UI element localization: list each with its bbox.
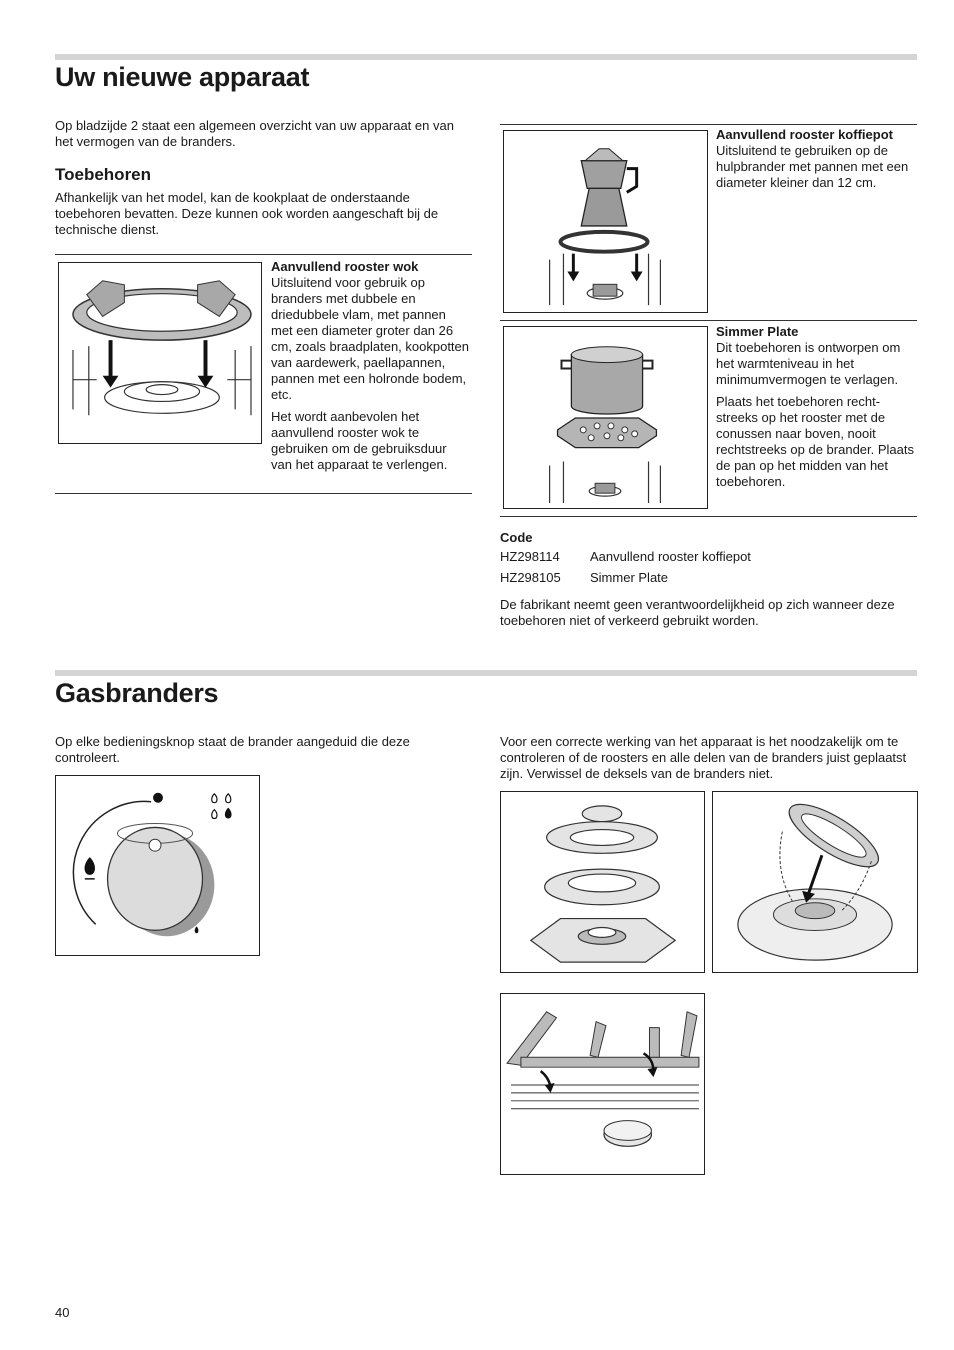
control-knob-illustration: [56, 776, 259, 955]
coffee-title: Aanvullend rooster koffiepot: [716, 127, 893, 142]
coffee-top-rule: [500, 124, 917, 125]
burner-check-text: Voor een correcte werking van het apparaat is het noodzakelijk om te controleren of de roosters en alle delen van de branders juist geplaatst zijn. Verwissel de deksels van de branders niet.: [500, 734, 907, 781]
wok-ring-figure: [58, 262, 262, 444]
simmer-title: Simmer Plate: [716, 324, 799, 339]
disclaimer-text: De fabrikant neemt geen verantwoordelijkheid op zich wanneer deze toebehoren niet of verkeerd gebruikt worden.: [500, 597, 895, 628]
wok-text-1: Uitsluitend voor gebruik op branders met dubbele en driedubbele vlam, met pannen met een diameter groter dan 26 cm, zoals braadplaten, kookpotten van aardewerk, paellapannen, pannen met een holronde bodem, etc.: [271, 275, 470, 402]
wok-bottom-rule: [55, 493, 472, 494]
code-value: HZ298105: [500, 570, 561, 585]
coffee-rack-illustration: [504, 131, 707, 312]
simmer-bottom-rule: [500, 516, 917, 517]
accessories-heading: Toebehoren: [55, 165, 152, 184]
wok-title: Aanvullend rooster wok: [271, 259, 419, 274]
burner-exploded-illustration: [501, 792, 704, 972]
section-rule-gasbranders: [55, 670, 917, 676]
grate-placement-figure: [500, 993, 705, 1175]
wok-text-2: Het wordt aanbevolen het aanvullend rooster wok te gebruiken om de gebruiksduur van het apparaat te verlengen.: [271, 409, 448, 472]
code-row: [500, 567, 751, 588]
simmer-description: [716, 324, 916, 490]
simmer-top-rule: [500, 320, 917, 321]
code-value: HZ298114: [500, 549, 560, 564]
burner-cap-figure: [712, 791, 918, 973]
simmer-text-1: Dit toebehoren is ontworpen om het warmteniveau in het minimumvermogen te verlagen.: [716, 340, 901, 387]
code-row: [500, 546, 751, 567]
code-name: Aanvullend rooster koffiepot: [590, 549, 751, 564]
accessories-text: Afhankelijk van het model, kan de kookplaat de onderstaande toebehoren bevatten. Deze kunnen ook worden aangeschaft bij de technische dienst.: [55, 190, 439, 237]
section-title-apparaat: Uw nieuwe apparaat: [55, 62, 310, 92]
page-number: 40: [55, 1305, 70, 1320]
knob-text: Op elke bedieningsknop staat de brander aangeduid die deze controleert.: [55, 734, 410, 765]
grate-placement-illustration: [501, 994, 704, 1174]
code-heading: Code: [500, 530, 533, 545]
simmer-plate-figure: [503, 326, 708, 509]
burner-cap-illustration: [713, 792, 917, 972]
wok-top-rule: [55, 254, 472, 255]
code-table: [500, 546, 751, 588]
section-rule-top: [55, 54, 917, 60]
wok-description: [271, 259, 471, 473]
wok-ring-illustration: [59, 263, 261, 443]
intro-text: Op bladzijde 2 staat een algemeen overzicht van uw apparaat en van het vermogen van de branders.: [55, 118, 454, 149]
burner-exploded-figure: [500, 791, 705, 973]
simmer-text-2: Plaats het toebehoren rechtstreeks op het rooster met de conussen naar boven, nooit rechtstreeks op de brander. Plaats de pan op het midden van het toebehoren.: [716, 394, 915, 489]
coffee-description: [716, 127, 916, 191]
coffee-rack-figure: [503, 130, 708, 313]
simmer-plate-illustration: [504, 327, 707, 508]
section-title-gasbranders: Gasbranders: [55, 678, 219, 708]
control-knob-figure: [55, 775, 260, 956]
code-name: Simmer Plate: [590, 570, 669, 585]
coffee-text: Uitsluitend te gebruiken op de hulpbrander met pannen met een diameter kleiner dan 12 cm.: [716, 143, 909, 190]
